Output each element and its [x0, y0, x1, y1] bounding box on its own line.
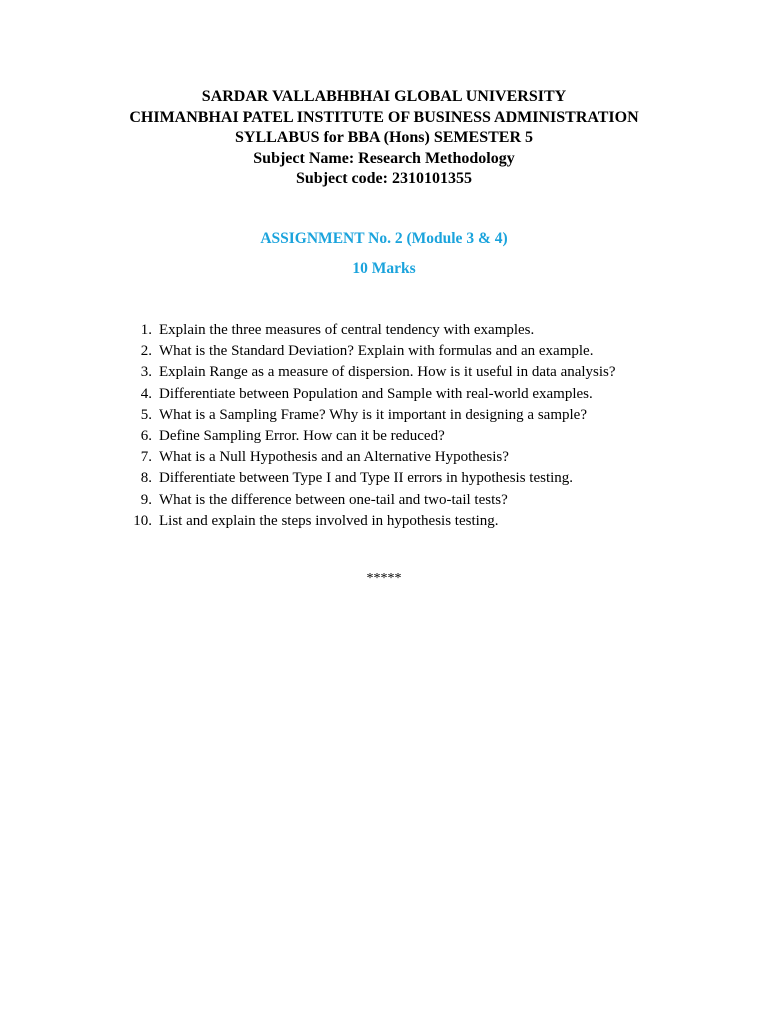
- list-item: [0, 426, 768, 447]
- institute-name: CHIMANBHAI PATEL INSTITUTE OF BUSINESS ADMINISTRATION: [129, 108, 639, 126]
- question-text: What is the difference between one-tail and two-tail tests?: [159, 491, 508, 508]
- question-text: Differentiate between Type I and Type II errors in hypothesis testing.: [159, 470, 574, 487]
- question-text: What is a Sampling Frame? Why is it important in designing a sample?: [159, 406, 587, 423]
- question-text: What is a Null Hypothesis and an Alternative Hypothesis?: [159, 449, 509, 466]
- question-number: 6.: [140, 427, 152, 444]
- list-item: [0, 362, 768, 383]
- question-number: 2.: [140, 343, 152, 360]
- question-number: 9.: [140, 491, 152, 508]
- document-header: [0, 87, 768, 190]
- list-item: [0, 468, 768, 489]
- list-item: [0, 511, 768, 532]
- question-text: List and explain the steps involved in hypothesis testing.: [159, 512, 499, 529]
- syllabus-line: SYLLABUS for BBA (Hons) SEMESTER 5: [235, 129, 533, 146]
- list-item: [0, 490, 768, 511]
- assignment-title: ASSIGNMENT No. 2 (Module 3 & 4): [260, 230, 508, 247]
- question-number: 10.: [133, 512, 152, 529]
- question-text: Define Sampling Error. How can it be reduced?: [159, 427, 445, 444]
- question-text: Differentiate between Population and Sample with real-world examples.: [159, 385, 593, 402]
- question-text: Explain the three measures of central tendency with examples.: [159, 322, 535, 338]
- question-list: [0, 320, 768, 532]
- list-item: [0, 320, 768, 341]
- university-name: SARDAR VALLABHBHAI GLOBAL UNIVERSITY: [201, 88, 567, 105]
- question-text: What is the Standard Deviation? Explain with formulas and an example.: [159, 343, 594, 360]
- question-number: 5.: [140, 406, 152, 423]
- question-number: 7.: [140, 449, 152, 466]
- list-item: [0, 384, 768, 405]
- question-number: 4.: [140, 385, 152, 402]
- list-item: [0, 447, 768, 468]
- subject-code: Subject code: 2310101355: [296, 170, 472, 187]
- list-item: [0, 341, 768, 362]
- question-number: 1.: [140, 322, 152, 338]
- end-of-document-mark: *****: [366, 571, 402, 586]
- question-text: Explain Range as a measure of dispersion. How is it useful in data analysis?: [159, 364, 616, 381]
- list-item: [0, 405, 768, 426]
- assignment-marks: 10 Marks: [352, 260, 416, 277]
- question-number: 8.: [140, 470, 152, 487]
- question-number: 3.: [140, 364, 152, 381]
- subject-name: Subject Name: Research Methodology: [253, 149, 515, 167]
